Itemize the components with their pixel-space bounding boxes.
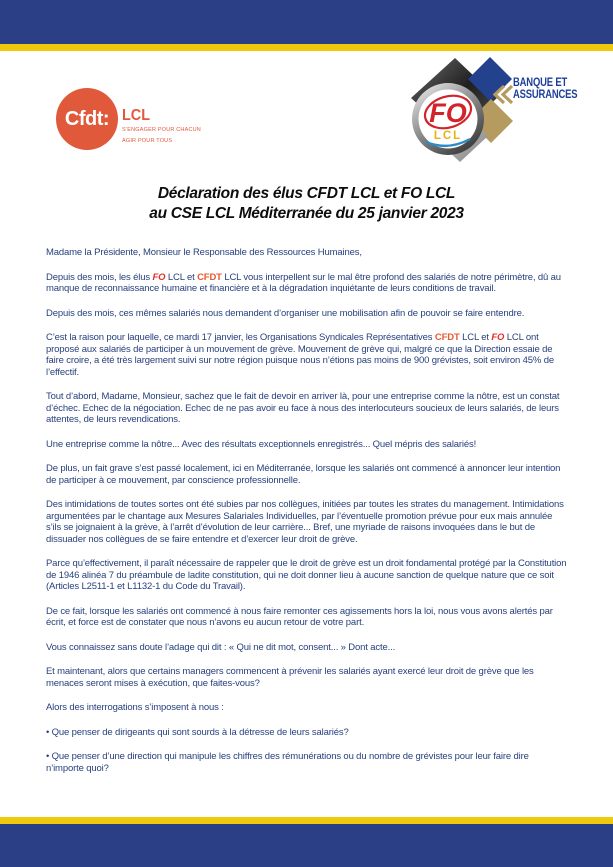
paragraph — [46, 702, 568, 714]
fo-chevron-icon — [503, 86, 512, 103]
document-body — [46, 247, 568, 787]
paragraph — [46, 308, 568, 320]
text-segment: LCL vous interpellent sur le mal être profond des salariés de notre périmètre, dû au manque de reconnaissance humaine et financière et à la dégradation inquiétante de leurs conditions de travail. — [46, 271, 561, 294]
text-segment: Alors des interrogations s’imposent à nous : — [46, 702, 224, 713]
text-segment: C’est la raison pour laquelle, ce mardi 17 janvier, les Organisations Syndicales Représentatives — [46, 332, 435, 343]
banque-line2: ASSURANCES — [513, 88, 578, 101]
text-segment: De ce fait, lorsque les salariés ont commencé à nous faire remonter ces agissements hors la loi, nous vous avons alertés par écrit, et force est de constater que nous n’avons eu aucun retour de votre part. — [46, 605, 553, 628]
paragraph — [46, 751, 568, 774]
header-navy-band — [0, 0, 613, 44]
text-segment: CFDT — [434, 332, 460, 343]
text-segment: Vous connaissez sans doute l’adage qui dit : « Qui ne dit mot, consent... » Dont acte... — [46, 641, 396, 653]
fo-lcl-logo — [403, 55, 578, 167]
text-segment: LCL ont proposé aux salariés de participer à un mouvement de grève. Mouvement de grève qui, malgré ce que la Direction essaie de faire croire, a été très largement suivi sur notre région puisque nous n’étions pas moins de 900 grévistes, soit environ 45% de l’effectif. — [46, 332, 554, 378]
text-segment: Tout d’abord, Madame, Monsieur, sachez que le fait de devoir en arriver là, pour une entreprise comme la nôtre, est un constat d’échec. Echec de la négociation. Echec de ne pas avoir eu face à nous des interlocuteurs soucieux de leurs salariés, de leurs attentes, de leurs revendications. — [46, 391, 560, 425]
paragraph — [46, 666, 568, 689]
text-segment: De plus, un fait grave s’est passé localement, ici en Méditerranée, lorsque les salariés ont commencé à annoncer leur intention de participer à ce mouvement, par conscience professionnelle. — [46, 463, 561, 486]
text-segment: Une entreprise comme la nôtre... Avec des résultats exceptionnels enregistrés... Quel mépris des salariés! — [46, 438, 477, 450]
text-segment: FO — [491, 332, 505, 343]
text-segment: • Que penser de dirigeants qui sont sourds à la détresse de leurs salariés? — [46, 726, 349, 738]
text-segment: LCL et — [459, 332, 492, 343]
header-yellow-stripe — [0, 44, 613, 51]
text-segment: CFDT — [197, 271, 222, 283]
text-segment: FO — [152, 271, 166, 283]
paragraph — [46, 499, 568, 545]
cfdt-tagline-line2: AGIR POUR TOUS — [122, 137, 173, 144]
paragraph — [46, 727, 568, 739]
paragraph — [46, 272, 568, 295]
text-segment: Depuis des mois, les élus — [46, 271, 153, 283]
cfdt-logo-icon — [56, 88, 118, 150]
title-line1: Déclaration des élus CFDT LCL et FO LCL — [157, 185, 456, 202]
fo-wordmark: FO — [429, 98, 467, 128]
paragraph — [46, 439, 568, 451]
text-segment: Depuis des mois, ces mêmes salariés nous demandent d’organiser une mobilisation afin de pouvoir se faire entendre. — [46, 307, 525, 319]
document-title — [0, 184, 613, 223]
text-segment: Des intimidations de toutes sortes ont été subies par nos collègues, initiées par toutes les strates du management. Intimidations argumentées par le chantage aux Mesures Salariales Individuelles, par l’éventuelle promotion prévue pour eux mais annulée s’ils se joignaient à la grève, à l’arrêt d’évolution de leur carrière... Bref, une myriade de raisons invoquées dans le but de dissuader nos collègues de se faire entendre et d’exercer leur droit de grève. — [46, 499, 564, 545]
text-segment: Parce qu’effectivement, il paraît nécessaire de rappeler que le droit de grève est un droit fondamental protégé par la Constitution de 1946 alinéa 7 du préambule de ladite constitution, qui ne doit donner lieu à aucune sanction de quelque nature que ce soit (Articles L2511-1 et L1132-1 du Code du Travail). — [46, 558, 567, 592]
banque-line1: BANQUE ET — [513, 77, 568, 89]
paragraph — [46, 642, 568, 654]
footer-yellow-stripe — [0, 817, 613, 824]
paragraph — [46, 247, 568, 259]
paragraph — [46, 332, 568, 378]
cfdt-lcl-label: LCL — [122, 107, 150, 124]
text-segment: LCL et — [165, 271, 198, 283]
title-line2: au CSE LCL Méditerranée du 25 janvier 2023 — [149, 204, 464, 222]
cfdt-tagline-line1: S’ENGAGER POUR CHACUN — [122, 127, 201, 133]
paragraph — [46, 606, 568, 629]
fo-lcl-label: LCL — [433, 130, 463, 142]
text-segment: • Que penser d’une direction qui manipule les chiffres des rémunérations ou du nombre de grévistes pour leur faire dire n’importe quoi? — [46, 751, 529, 774]
cfdt-lcl-logo — [56, 86, 256, 150]
cfdt-circle-label: Cfdt: — [64, 107, 110, 130]
cfdt-logo-text-block — [122, 108, 205, 145]
paragraph — [46, 391, 568, 426]
text-segment: Et maintenant, alors que certains managers commencent à prévenir les salariés ayant exercé leur droit de grève que les menaces seront mises à exécution, que faites-vous? — [46, 666, 534, 689]
fo-logo-graphic — [403, 55, 578, 167]
footer-navy-band — [0, 824, 613, 867]
banque-assurances-label — [513, 78, 577, 101]
paragraph — [46, 558, 568, 593]
text-segment: Madame la Présidente, Monsieur le Responsable des Ressources Humaines, — [46, 247, 362, 258]
paragraph — [46, 463, 568, 486]
